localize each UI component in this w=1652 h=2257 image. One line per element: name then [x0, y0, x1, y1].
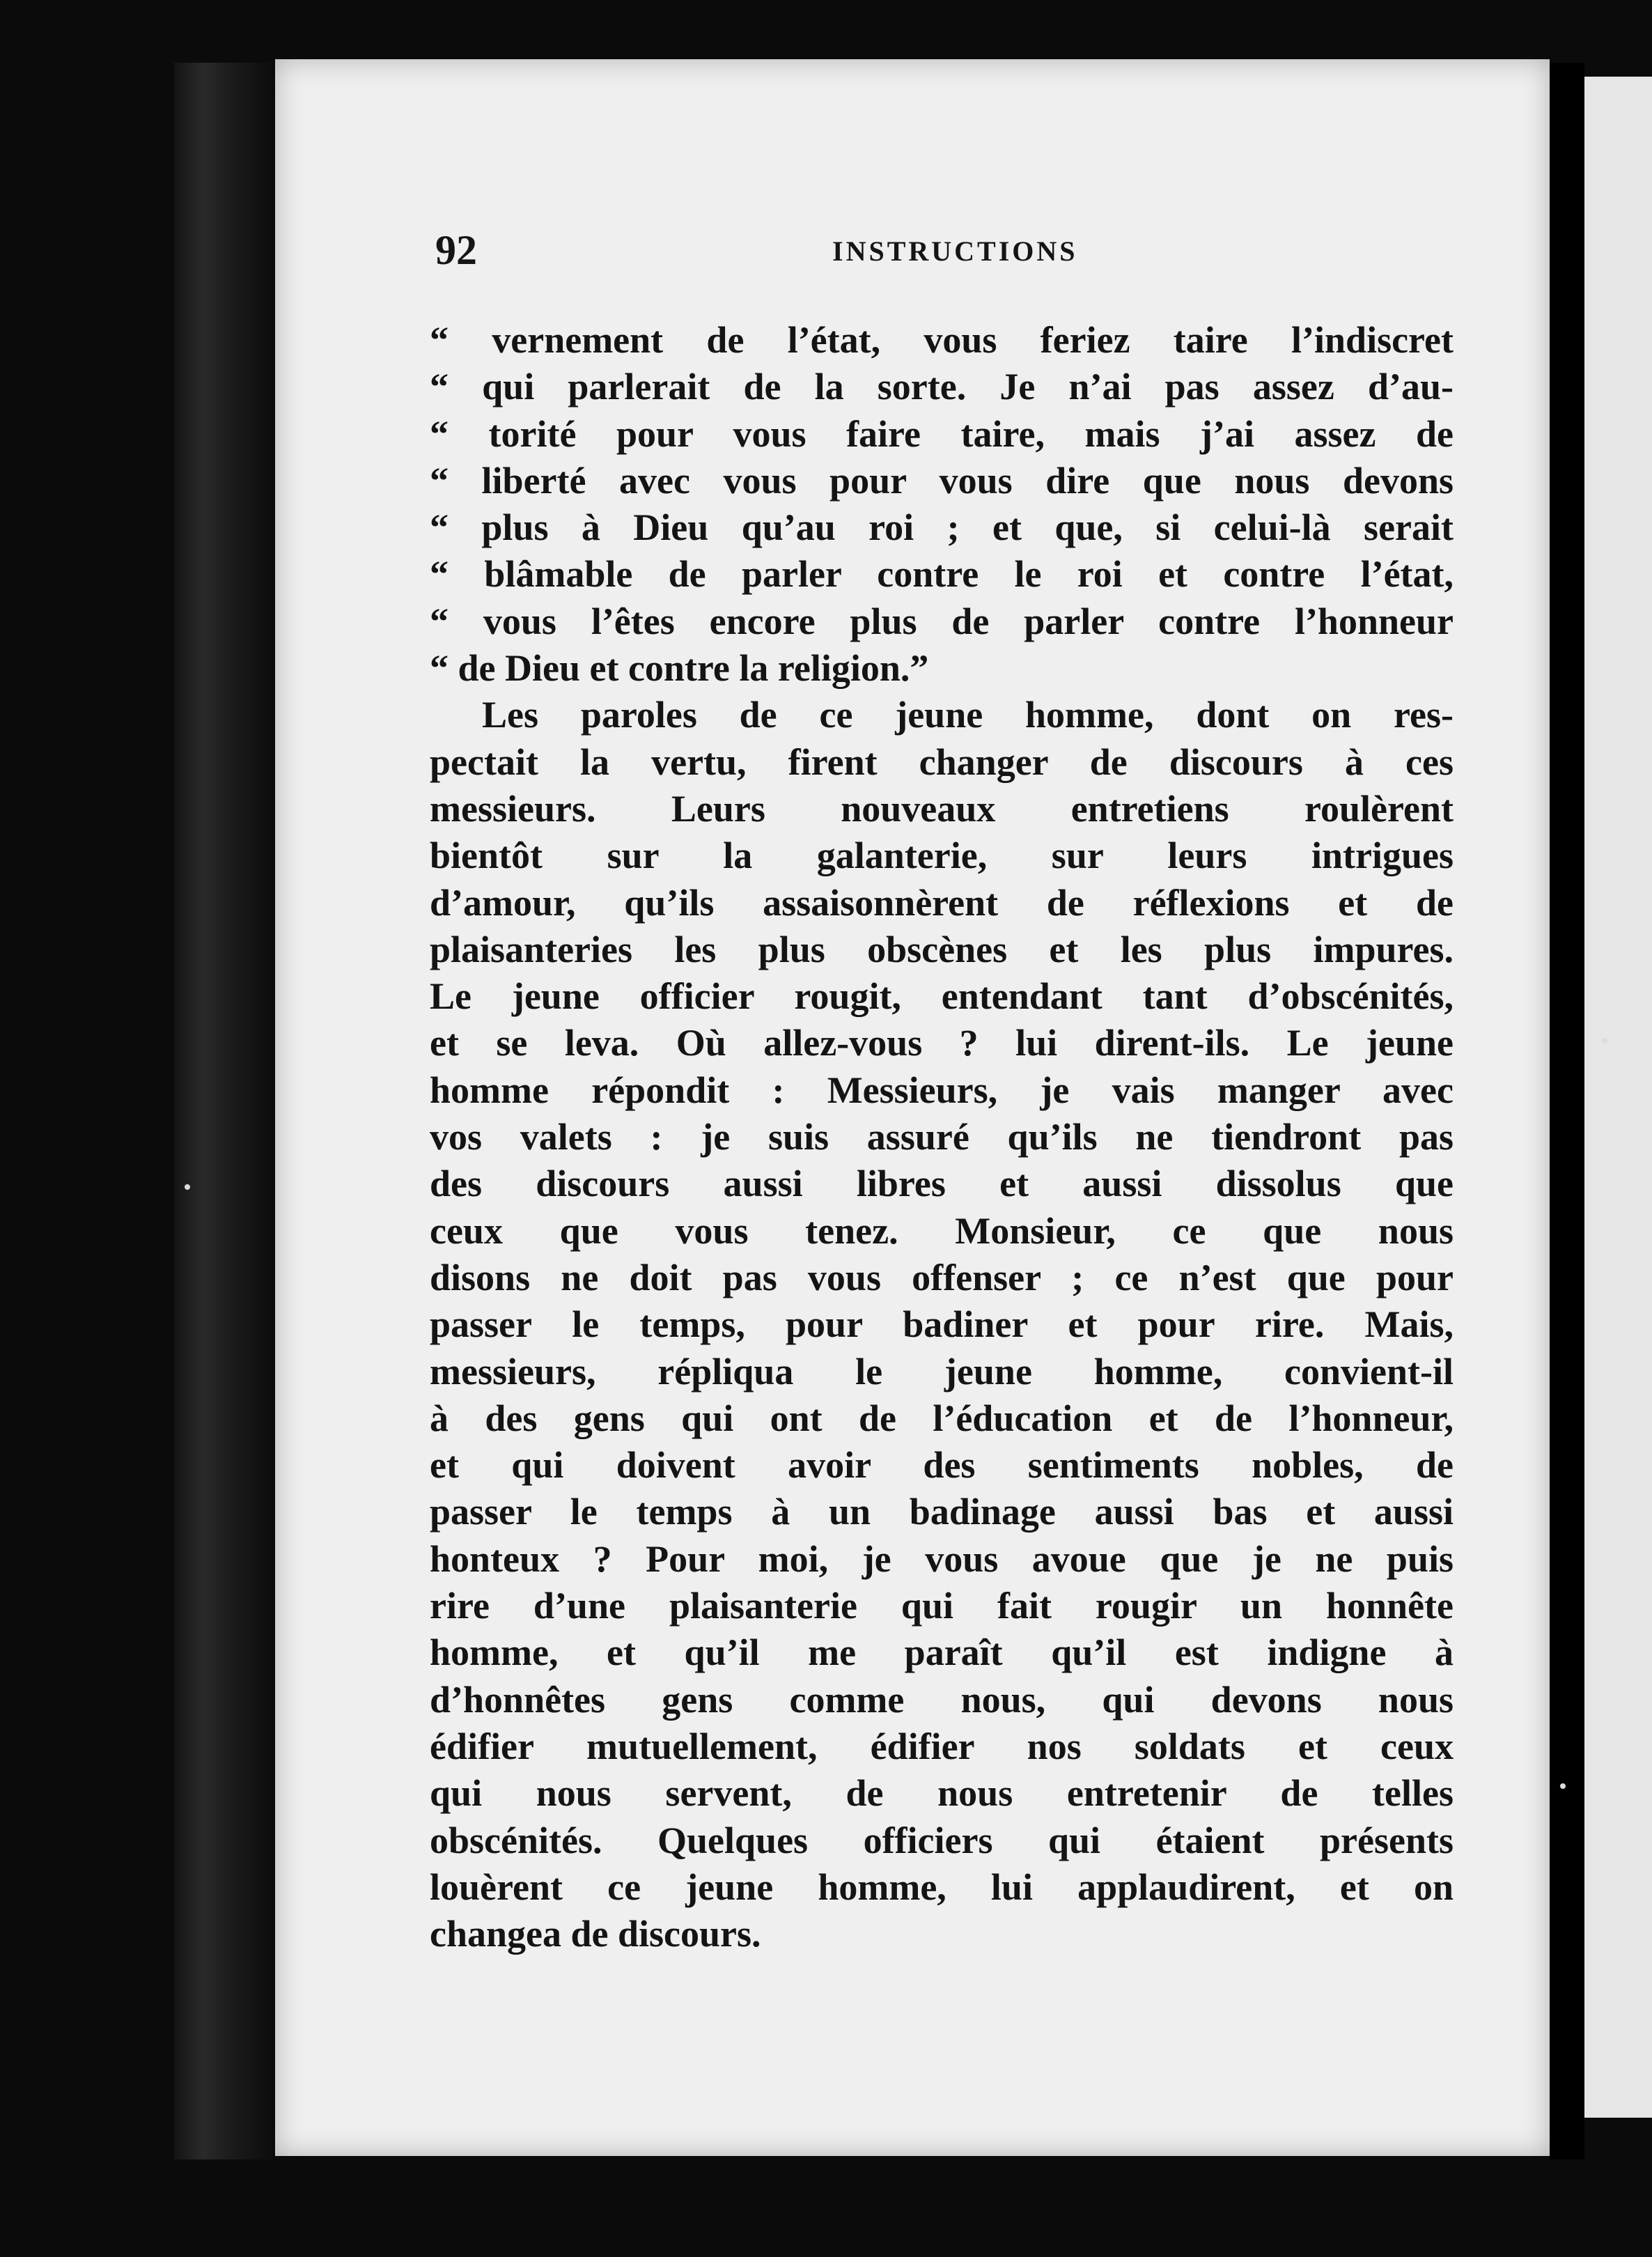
text-line: disons ne doit pas vous offenser ; ce n’est que pour [430, 1256, 1454, 1298]
text-line: vos valets : je suis assuré qu’ils ne tiendront pas [430, 1116, 1454, 1158]
text-line: “ vous l’êtes encore plus de parler contre l’honneur [430, 600, 1454, 642]
text-line: passer le temps, pour badiner et pour rire. Mais, [430, 1303, 1454, 1346]
text-line: édifier mutuellement, édifier nos soldats et ceux [430, 1725, 1454, 1767]
text-line: passer le temps à un badinage aussi bas et aussi [430, 1491, 1454, 1533]
paragraph-first-line: Les paroles de ce jeune homme, dont on res- [482, 694, 1454, 736]
text-line: rire d’une plaisanterie qui fait rougir un honnête [430, 1585, 1454, 1627]
running-title: INSTRUCTIONS [832, 235, 1078, 267]
page-body-text [430, 317, 1454, 1957]
text-line: et qui doivent avoir des sentiments nobles, de [430, 1444, 1454, 1487]
text-line: Le jeune officier rougit, entendant tant d’obscénités, [430, 975, 1454, 1018]
text-line: honteux ? Pour moi, je vous avoue que je ne puis [430, 1537, 1454, 1580]
facing-page-edge [1584, 77, 1652, 2118]
text-line: homme répondit : Messieurs, je vais manger avec [430, 1069, 1454, 1111]
text-line: “ liberté avec vous pour vous dire que nous devons [430, 459, 1454, 502]
text-line: louèrent ce jeune homme, lui applaudirent, et on [430, 1866, 1454, 1908]
book-spine [174, 63, 272, 2159]
text-line: obscénités. Quelques officiers qui étaient présents [430, 1819, 1454, 1861]
text-line: “ qui parlerait de la sorte. Je n’ai pas assez d’au- [430, 366, 1454, 408]
text-line: messieurs. Leurs nouveaux entretiens roulèrent [430, 787, 1454, 830]
scan-speck [1560, 1783, 1566, 1789]
text-line: changea de discours. [430, 1913, 761, 1955]
text-line: pectait la vertu, firent changer de discours à ces [430, 740, 1454, 783]
text-line: d’honnêtes gens comme nous, qui devons nous [430, 1678, 1454, 1721]
page-gutter [1550, 63, 1584, 2159]
text-line: qui nous servent, de nous entretenir de telles [430, 1772, 1454, 1815]
text-line: d’amour, qu’ils assaisonnèrent de réflexions et de [430, 881, 1454, 924]
text-line: “ torité pour vous faire taire, mais j’ai assez de [430, 412, 1454, 455]
text-line: des discours aussi libres et aussi dissolus que [430, 1163, 1454, 1205]
text-line: et se leva. Où allez-vous ? lui dirent-ils. Le jeune [430, 1022, 1454, 1064]
text-line: “ plus à Dieu qu’au roi ; et que, si celui-là serait [430, 506, 1454, 549]
text-line: bientôt sur la galanterie, sur leurs intrigues [430, 835, 1454, 877]
text-line: homme, et qu’il me paraît qu’il est indigne à [430, 1631, 1454, 1674]
text-line: “ vernement de l’état, vous feriez taire l’indiscret [430, 319, 1454, 361]
scan-speck [185, 1184, 190, 1190]
book-page [275, 59, 1550, 2156]
text-line: messieurs, répliqua le jeune homme, convient-il [430, 1350, 1454, 1393]
page-number: 92 [435, 227, 477, 273]
running-head [435, 226, 1410, 303]
text-line: à des gens qui ont de l’éducation et de l’honneur, [430, 1397, 1454, 1439]
text-line: ceux que vous tenez. Monsieur, ce que nous [430, 1209, 1454, 1252]
text-line: “ blâmable de parler contre le roi et contre l’état, [430, 553, 1454, 596]
scan-speck [1602, 1038, 1607, 1044]
text-line: “ de Dieu et contre la religion.” [430, 647, 929, 690]
text-line: plaisanteries les plus obscènes et les plus impures. [430, 928, 1454, 970]
